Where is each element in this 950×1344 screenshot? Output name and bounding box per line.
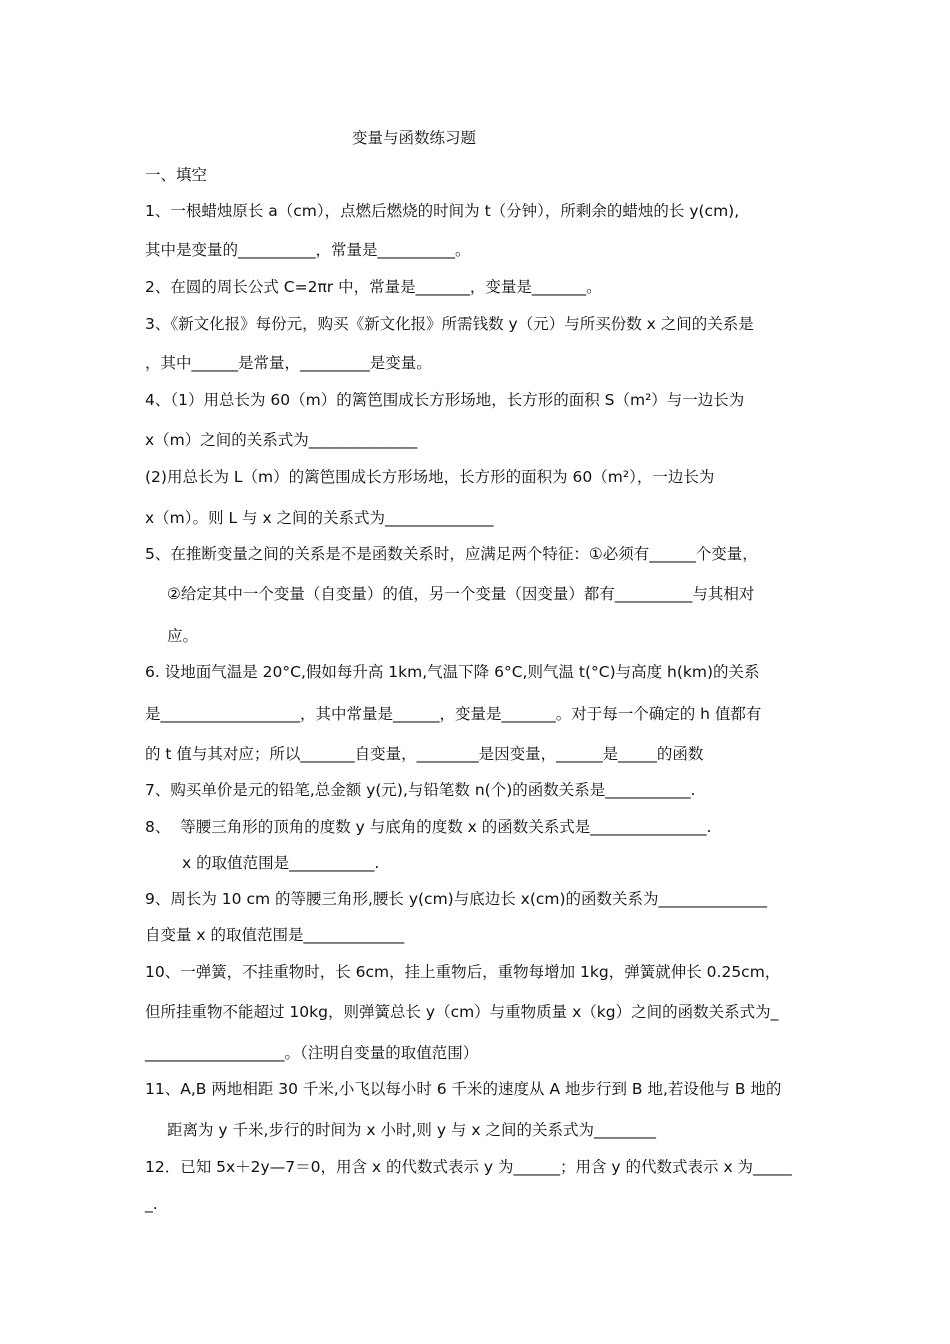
text-line: 3、《新文化报》每份元，购买《新文化报》所需钱数 y（元）与所买份数 x 之间的关系是 [145,315,754,333]
text-line: _. [145,1195,158,1213]
text-line: 是__________________，其中常量是______，变量是_______。对于每一个确定的 h 值都有 [145,705,762,723]
text-line: 9、周长为 10 cm 的等腰三角形,腰长 y(cm)与底边长 x(cm)的函数关系为______________ [145,890,768,908]
text-line: 10、一弹簧，不挂重物时，长 6cm，挂上重物后，重物每增加 1kg，弹簧就伸长 0.25cm， [145,963,781,981]
text-line: x（m）。则 L 与 x 之间的关系式为______________ [145,509,494,527]
text-line: 自变量 x 的取值范围是_____________ [145,926,405,944]
text-line: 应。 [167,627,199,645]
text-line: 距离为 y 千米,步行的时间为 x 小时,则 y 与 x 之间的关系式为________ [167,1121,656,1139]
text-line: (2)用总长为 L（m）的篱笆围成长方形场地，长方形的面积为 60（m²），一边长为 [145,468,715,486]
text-line: x 的取值范围是___________. [182,854,380,872]
text-line: 5、在推断变量之间的关系是不是函数关系时，应满足两个特征：①必须有______个变量， [145,545,758,563]
text-line: 12．已知 5x＋2y—7＝0，用含 x 的代数式表示 y 为______；用含 y 的代数式表示 x 为_____ [145,1158,792,1176]
text-line: x（m）之间的关系式为______________ [145,431,418,449]
text-line: 2、在圆的周长公式 C=2πr 中，常量是_______，变量是_______。 [145,278,602,296]
text-line: ，其中______是常量，_________是变量。 [145,354,432,372]
section-heading: 一、填空 [145,166,208,184]
text-line: 8、 等腰三角形的顶角的度数 y 与底角的度数 x 的函数关系式是_______________. [145,818,712,836]
text-line: 1、一根蜡烛原长 a（cm），点燃后燃烧的时间为 t（分钟），所剩余的蜡烛的长 y(cm), [145,202,740,220]
text-line: 但所挂重物不能超过 10kg，则弹簧总长 y（cm）与重物质量 x（kg）之间的函数关系式为_ [145,1003,779,1021]
text-line: ②给定其中一个变量（自变量）的值，另一个变量（因变量）都有__________与其相对 [167,585,755,603]
page-title: 变量与函数练习题 [352,129,477,147]
text-line: 7、购买单价是元的铅笔,总金额 y(元),与铅笔数 n(个)的函数关系是___________. [145,781,696,799]
text-line: 其中是变量的__________，常量是__________。 [145,241,471,259]
text-line: 11、A,B 两地相距 30 千米,小飞以每小时 6 千米的速度从 A 地步行到 B 地,若设他与 B 地的 [145,1080,782,1098]
text-line: 4、（1）用总长为 60（m）的篱笆围成长方形场地，长方形的面积 S（m²）与一边长为 [145,391,745,409]
text-line: 的 t 值与其对应；所以_______自变量，________是因变量，______是_____的函数 [145,745,704,763]
text-line: 6. 设地面气温是 20°C,假如每升高 1km,气温下降 6°C,则气温 t(°C)与高度 h(km)的关系 [145,663,760,681]
text-line: __________________。（注明自变量的取值范围） [145,1044,479,1062]
